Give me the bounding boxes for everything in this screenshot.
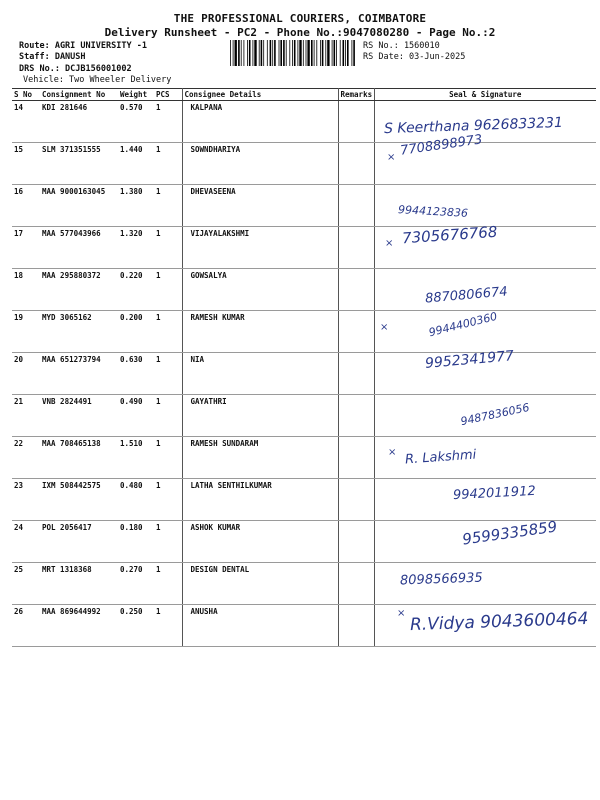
- cell-cno: SLM 371351555: [40, 143, 118, 185]
- cell-name: SOWNDHARIYA: [182, 143, 338, 185]
- table-row: [12, 437, 596, 479]
- cell-sno: 23: [12, 479, 40, 521]
- col-consignee: Consignee Details: [182, 89, 338, 101]
- handwritten-signature: 9952341977: [424, 348, 515, 372]
- cell-remarks: [338, 143, 374, 185]
- cell-pcs: 1: [154, 185, 182, 227]
- cell-name: NIA: [182, 353, 338, 395]
- cell-pcs: 1: [154, 521, 182, 563]
- runsheet-subtitle: Delivery Runsheet - PC2 - Phone No.:9047080280 - Page No.:2: [104, 26, 496, 39]
- cell-sno: 19: [12, 311, 40, 353]
- cell-wt: 0.480: [118, 479, 154, 521]
- cell-cno: IXM 508442575: [40, 479, 118, 521]
- table-row: [12, 563, 596, 605]
- cell-wt: 1.320: [118, 227, 154, 269]
- handwritten-signature: 9599335859: [461, 517, 559, 549]
- handwritten-signature: 8098566935: [399, 570, 483, 589]
- cell-pcs: 1: [154, 479, 182, 521]
- cross-mark-icon: ×: [388, 447, 397, 458]
- staff-label: Staff: DANUSH: [19, 52, 86, 62]
- cell-wt: 1.380: [118, 185, 154, 227]
- cell-pcs: 1: [154, 353, 182, 395]
- handwritten-signature: 9487836056: [459, 400, 531, 429]
- cell-sno: 16: [12, 185, 40, 227]
- cell-remarks: [338, 563, 374, 605]
- cell-remarks: [338, 227, 374, 269]
- cell-cno: VNB 2824491: [40, 395, 118, 437]
- cell-name: ANUSHA: [182, 605, 338, 647]
- cell-pcs: 1: [154, 437, 182, 479]
- cell-wt: 0.270: [118, 563, 154, 605]
- cell-cno: MAA 295880372: [40, 269, 118, 311]
- rs-no-label: RS No.: 1560010: [363, 41, 440, 51]
- cell-remarks: [338, 395, 374, 437]
- cell-name: DHEVASEENA: [182, 185, 338, 227]
- rs-date-label: RS Date: 03-Jun-2025: [363, 52, 466, 62]
- cell-remarks: [338, 185, 374, 227]
- cell-wt: 0.220: [118, 269, 154, 311]
- col-pcs: PCS: [154, 89, 182, 101]
- cell-cno: MAA 869644992: [40, 605, 118, 647]
- cross-mark-icon: ×: [397, 608, 406, 619]
- cell-wt: 0.570: [118, 101, 154, 143]
- vehicle-label: Vehicle: Two Wheeler Delivery: [23, 75, 172, 85]
- cell-cno: MAA 651273794: [40, 353, 118, 395]
- cell-name: DESIGN DENTAL: [182, 563, 338, 605]
- cross-mark-icon: ×: [387, 152, 396, 163]
- cell-sno: 17: [12, 227, 40, 269]
- cell-name: GAYATHRI: [182, 395, 338, 437]
- cell-wt: 1.440: [118, 143, 154, 185]
- cell-name: RAMESH KUMAR: [182, 311, 338, 353]
- cell-name: GOWSALYA: [182, 269, 338, 311]
- cell-cno: KDI 281646: [40, 101, 118, 143]
- cell-pcs: 1: [154, 563, 182, 605]
- cell-wt: 0.630: [118, 353, 154, 395]
- cell-pcs: 1: [154, 311, 182, 353]
- cell-pcs: 1: [154, 143, 182, 185]
- cell-remarks: [338, 101, 374, 143]
- cell-name: LATHA SENTHILKUMAR: [182, 479, 338, 521]
- table-row: [12, 143, 596, 185]
- cell-wt: 0.200: [118, 311, 154, 353]
- company-title: THE PROFESSIONAL COURIERS, COIMBATORE: [173, 12, 427, 25]
- cross-mark-icon: ×: [380, 322, 389, 333]
- col-consignment: Consignment No: [40, 89, 118, 101]
- handwritten-signature: 9942011912: [452, 483, 537, 504]
- cell-sno: 26: [12, 605, 40, 647]
- cell-remarks: [338, 353, 374, 395]
- cell-remarks: [338, 605, 374, 647]
- cell-cno: MRT 1318368: [40, 563, 118, 605]
- col-remarks: Remarks: [338, 89, 374, 101]
- handwritten-signature: R. Lakshmi: [404, 447, 477, 468]
- col-signature: Seal & Signature: [374, 89, 596, 101]
- table-row: [12, 227, 596, 269]
- cell-sno: 14: [12, 101, 40, 143]
- cell-cno: MAA 708465138: [40, 437, 118, 479]
- cell-pcs: 1: [154, 269, 182, 311]
- cell-cno: MAA 577043966: [40, 227, 118, 269]
- cell-pcs: 1: [154, 605, 182, 647]
- cell-name: RAMESH SUNDARAM: [182, 437, 338, 479]
- cell-sno: 22: [12, 437, 40, 479]
- col-weight: Weight: [118, 89, 154, 101]
- cell-sno: 25: [12, 563, 40, 605]
- cross-mark-icon: ×: [385, 238, 394, 249]
- table-row: [12, 185, 596, 227]
- cell-sno: 21: [12, 395, 40, 437]
- cell-remarks: [338, 521, 374, 563]
- cell-wt: 1.510: [118, 437, 154, 479]
- cell-wt: 0.180: [118, 521, 154, 563]
- cell-pcs: 1: [154, 227, 182, 269]
- barcode: [230, 40, 356, 66]
- cell-remarks: [338, 479, 374, 521]
- runsheet-table: [12, 88, 596, 647]
- cell-cno: MYD 3065162: [40, 311, 118, 353]
- drs-label: DRS No.: DCJB156001002: [19, 64, 132, 74]
- cell-remarks: [338, 311, 374, 353]
- cell-name: ASHOK KUMAR: [182, 521, 338, 563]
- cell-name: VIJAYALAKSHMI: [182, 227, 338, 269]
- cell-pcs: 1: [154, 395, 182, 437]
- cell-name: KALPANA: [182, 101, 338, 143]
- route-label: Route: AGRI UNIVERSITY -1: [19, 41, 147, 51]
- table-row: [12, 311, 596, 353]
- handwritten-signature: R.Vidya 9043600464: [409, 608, 589, 636]
- cell-sno: 24: [12, 521, 40, 563]
- handwritten-signature: 7305676768: [401, 222, 498, 248]
- cell-remarks: [338, 437, 374, 479]
- handwritten-signature: 8870806674: [424, 284, 509, 307]
- cell-sno: 18: [12, 269, 40, 311]
- handwritten-signature: 9944123836: [397, 203, 469, 220]
- table-row: [12, 269, 596, 311]
- cell-pcs: 1: [154, 101, 182, 143]
- cell-wt: 0.250: [118, 605, 154, 647]
- handwritten-signature: 7708898973: [399, 132, 484, 159]
- cell-sno: 15: [12, 143, 40, 185]
- cell-sno: 20: [12, 353, 40, 395]
- table-header-row: [12, 89, 596, 101]
- col-sno: S No: [12, 89, 40, 101]
- handwritten-signature: S Keerthana 9626833231: [383, 114, 564, 138]
- cell-cno: POL 2056417: [40, 521, 118, 563]
- cell-remarks: [338, 269, 374, 311]
- cell-wt: 0.490: [118, 395, 154, 437]
- handwritten-signature: 9944400360: [427, 309, 499, 340]
- cell-cno: MAA 9000163045: [40, 185, 118, 227]
